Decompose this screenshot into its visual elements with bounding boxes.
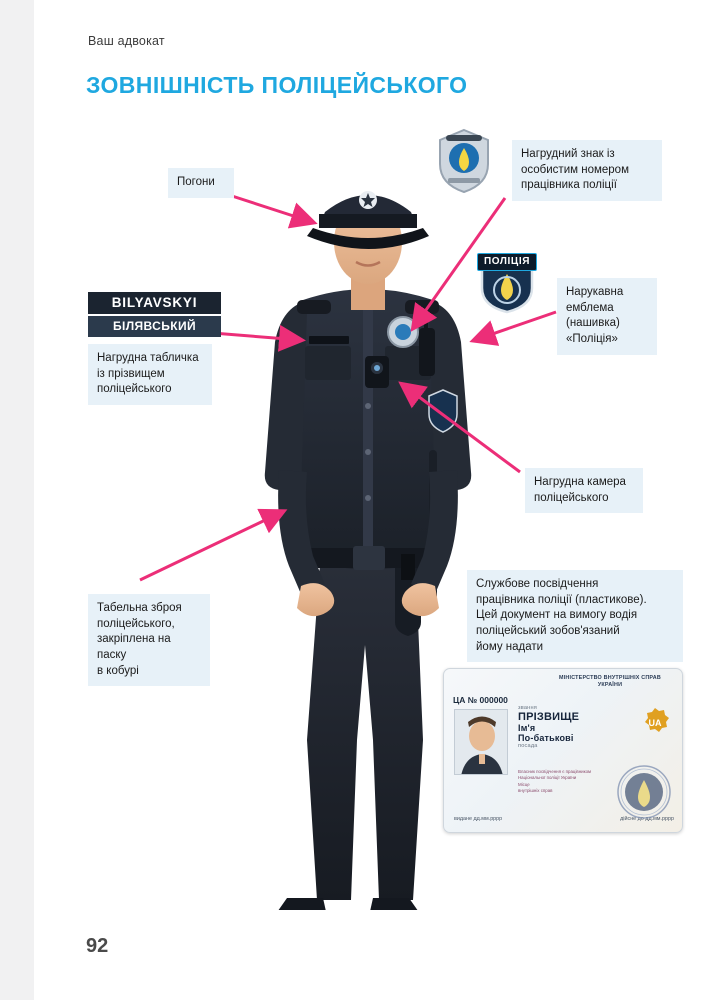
id-patronymic: По-батькові	[518, 733, 574, 743]
id-rank-label: звання	[518, 705, 537, 711]
callout-body-camera: Нагрудна камера поліцейського	[525, 468, 643, 513]
id-fine-print: Власник посвідчення є працівником Національної поліції України Місце внутрішніх справ	[518, 769, 592, 794]
id-valid-date: дійсне до дд.мм.рррр	[620, 816, 674, 822]
id-ministry-line: МІНІСТЕРСТВО ВНУТРІШНІХ СПРАВ УКРАЇНИ	[559, 675, 661, 689]
kicker-text: Ваш адвокат	[88, 34, 165, 48]
patch-title-label: ПОЛІЦІЯ	[477, 253, 537, 271]
page-number: 92	[86, 935, 109, 957]
id-position-label: посада	[518, 743, 538, 749]
callout-name-plate: Нагрудна табличка із прізвищем поліцейського	[88, 344, 212, 405]
name-plate-cyrillic: БІЛЯВСЬКИЙ	[88, 316, 221, 337]
id-issued-date: видане дд.мм.рррр	[454, 816, 503, 822]
hologram-seal-icon	[616, 764, 672, 820]
id-fields	[518, 705, 638, 749]
id-number: ЦА № 000000	[453, 695, 508, 705]
svg-text:UA: UA	[648, 718, 662, 728]
name-plate-latin: BILYAVSKYI	[88, 292, 221, 314]
callout-shoulder-boards: Погони	[168, 168, 234, 198]
callout-service-id: Службове посвідчення працівника поліції (пластикове). Цей документ на вимогу водія поліцейський зобов'язаний йому надати	[467, 570, 683, 662]
id-surname: ПРІЗВИЩЕ	[518, 711, 580, 723]
id-photo	[454, 709, 508, 775]
id-name: Ім'я	[518, 723, 536, 733]
callout-sleeve-patch: Нарукавна емблема (нашивка) «Поліція»	[557, 278, 657, 355]
page-title: ЗОВНІШНІСТЬ ПОЛІЦЕЙСЬКОГО	[86, 72, 468, 98]
callout-service-weapon: Табельна зброя поліцейського, закріплена на паску в кобурі	[88, 594, 210, 686]
callout-chest-badge: Нагрудний знак із особистим номером працівника поліції	[512, 140, 662, 201]
ua-emblem-icon	[640, 707, 670, 737]
police-badge-icon	[436, 128, 492, 194]
police-service-id-card	[443, 668, 683, 833]
name-plate-graphic	[88, 292, 221, 337]
